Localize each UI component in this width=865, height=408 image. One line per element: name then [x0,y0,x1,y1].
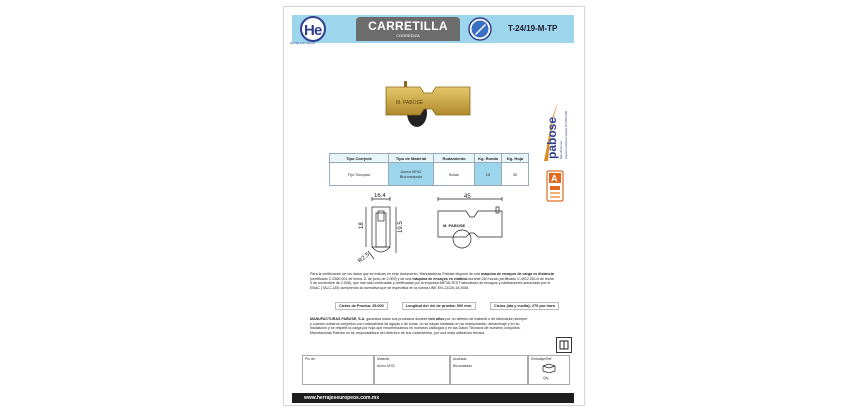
bottom-label-package: Embalaje/Ref: [531,357,553,361]
para-bold1: máquina de ensayos de carga vs distancia [481,272,554,276]
para-rest: durante 240 horas (certificado C-4912.001/4 de fecha 4 de noviembre de 2.008), que han sido verificadas y certificadas por la empresa METALTEST laboratorio de ensayos y calibraciones autorizado por el ENAC (TALC-135) cumpliendo la normativa que se especifica en la norma UNE EN-13126-15:2008. [310,276,554,290]
header-bar [292,15,574,43]
test-stats [335,302,559,310]
warranty-rest: por un defecto de material o de fabricación siempre y cuando nuestros conjuntos con rodamientos de agujas ó de bolas, no se hayan instalado en su manipulación, almacenaje y en su instalación y se respete la carga por hoja que recomendamos en nuestros catálogos y en las Datos Técnicos de nuestros conjuntos. Manufacturas Pabose no se responsabiliza del deterioro de sus rodamientos, por una mala utilización técnica. [310,317,528,335]
bottom-info-table [302,355,570,385]
page-title: CARRETILLA [368,19,448,33]
bottom-cell-pin [302,355,374,385]
svg-text:H: H [304,22,315,39]
screwdriver-icon [468,17,492,41]
footer-bar [292,393,574,403]
cell-kg-hoja: 30 [502,163,529,186]
logo-caption: Herrajes Europeos [290,41,316,45]
brand-name: pabose [545,116,559,159]
cell-tipo: Fijo Sinopiar [330,163,389,186]
para-mid: (certificado C-0360.001 de fecha 11 de junio de 2.009) y de una [310,276,412,281]
warranty-years: tres años [428,317,445,321]
svg-text:A: A [551,173,558,184]
bottom-cell-package [528,355,570,385]
bottom-value-finish: Bicromatado [453,364,473,368]
product-photo [384,79,474,129]
th-kg-hoja: Kg. Hoja [502,154,529,163]
box-icon [541,363,557,373]
page-subtitle: CORREDIZA [396,33,420,38]
he-logo-icon [295,16,331,42]
th-kg-rueda: Kg. Rueda [475,154,502,163]
cell-material: Acero AF02 Bicromatado [389,163,434,186]
para-bold2: máquina de ensayos en estática [412,276,468,281]
product-code: T-24/19-M-TP [508,24,558,33]
stat-rail-length: Longitud del riel de prueba: 500 mm. [402,302,476,310]
specs-header-row [330,154,529,163]
bottom-cell-finish [450,355,528,385]
footer-url[interactable]: www.herrajeseuropeos.com.mx [304,395,380,401]
bottom-value-material: Acero AF02 [377,364,395,368]
para-intro: Para la certificación de los datos que se indican en este documento, Manufacturas Pabose dispone de una [310,272,481,276]
certification-badge-icon [546,170,564,202]
product-plate-text: M. PABOSE [396,100,424,106]
warranty-company: MANUFACTURAS PABOSE, S.A. [310,317,366,321]
bottom-label-material: Material: [377,357,391,361]
title-box [356,17,460,41]
bottom-value-qty: Qty. [543,376,549,380]
dim-height-a: 18 [359,222,365,229]
stat-cycles-per-hour: Ciclos (ida y vuelta): 270 por hora [490,302,559,310]
stat-cycles: Ciclos de Prueba: 25.000 [335,302,388,310]
bottom-cell-material [374,355,450,385]
warranty-paragraph [310,317,530,335]
table-row [330,163,529,186]
th-rodamiento: Rodamiento [434,154,475,163]
cell-kg-rueda: 15 [475,163,502,186]
brand-line1: Manufacturas [559,140,563,159]
dim-height-b: 19.5 [398,221,404,233]
cell-rodamiento: Bolas [434,163,475,186]
svg-text:e: e [314,22,323,39]
dim-width-right: 45 [464,194,471,200]
dim-width-left: 16.4 [374,193,386,199]
pabose-logo [540,73,570,163]
bottom-label-pin: Pin de: [305,357,316,361]
th-tipo-material: Tipo de Material [389,154,434,163]
drawing-plate-text: M. PABOSE [443,223,466,228]
package-icon [556,337,572,353]
certification-paragraph [310,272,556,290]
datasheet-page [283,6,585,406]
warranty-mid: garantiza todos sus productos durante [366,317,428,321]
bottom-label-finish: Acabado: [453,357,468,361]
th-tipo-corrjede: Tipo Corrjede [330,154,389,163]
brand-line2: Empresa Certificada Registro ISO 9001:2008 [565,111,568,159]
technical-drawing [354,193,514,265]
specs-table [329,153,529,186]
dim-radius: R2.5 [357,251,372,265]
